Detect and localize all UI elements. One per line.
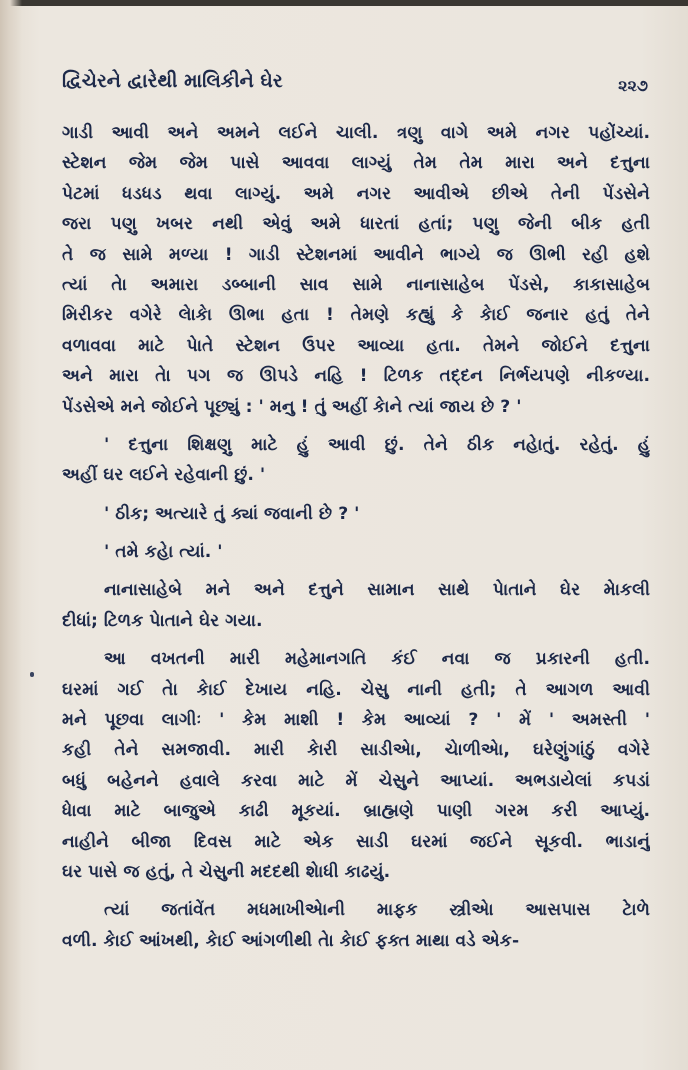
page-top-edge xyxy=(0,0,688,6)
text-line: દીધાં; ટિળક પેાતાને ઘેર ગયા. xyxy=(62,610,263,631)
binding-gutter xyxy=(0,0,22,1070)
text-line: ત્યાં જતાંવેંત મધમાખીએાની માફક સ્ત્રીએા આસપાસ ટેાળે xyxy=(104,900,650,921)
text-line: વળાવવા માટે પેાતે સ્ટેશન ઉપર આવ્યા હતા. તેમને જોઈને દત્તુના xyxy=(62,335,650,356)
text-line: પેટમાં ધડધડ થવા લાગ્યું. અમે નગર આવીએ છીએ તેની પેંડસેને xyxy=(62,183,650,204)
paragraph xyxy=(62,537,650,567)
paragraph xyxy=(62,499,650,529)
text-line: પેંડસેએ મને જોઈને પૂછ્યું : ' મનુ ! તું અહીં કેાને ત્યાં જાય છે ? ' xyxy=(62,396,522,417)
paragraph xyxy=(62,575,650,636)
text-line: નાનાસાહેબે મને અને દત્તુને સામાન સાથે પેાતાને ઘેર મેાકલી xyxy=(104,580,650,601)
paragraph xyxy=(62,118,650,422)
page-number: ૨૨૭ xyxy=(618,76,648,95)
text-line: ઘર પાસે જ હતું, તે ચેસુની મદદથી શેાધી કાઢયું. xyxy=(62,861,391,882)
text-line: ઘરમાં ગઈ તેા કેાઈ દેખાય નહિ. ચેસુ નાની હતી; તે આગળ આવી xyxy=(62,679,650,700)
text-line: બધું બહેનને હવાલે કરવા માટે મેં ચેસુને આપ્યાં. અભડાયેલાં કપડાં xyxy=(62,770,650,791)
text-line: કહી તેને સમજાવી. મારી કેારી સાડીએા, ચેાળીએા, ઘરેણુંગાંઠું વગેરે xyxy=(62,740,650,761)
text-line: ' દત્તુના શિક્ષણુ માટે હું આવી છું. તેને ઠીક નહેાતું. રહેતું. હું xyxy=(104,434,650,455)
text-line: ત્યાં તેા અમારા ડબ્બાની સાવ સામે નાનાસાહેબ પેંડસે, કાકાસાહેબ xyxy=(62,274,650,295)
paragraph xyxy=(62,430,650,491)
text-line: સ્ટેશન જેમ જેમ પાસે આવવા લાગ્યું તેમ તેમ મારા અને દત્તુના xyxy=(62,153,650,174)
text-line: અને મારા તેા પગ જ ઊપડે નહિ ! ટિળક તદ્દન નિર્ભયપણે નીકળ્યા. xyxy=(62,366,650,387)
text-line: ધેાવા માટે બાજુએ કાઢી મૂકયાં. બ્રાહ્મણે પાણી ગરમ કરી આપ્યું. xyxy=(62,801,650,822)
margin-ink-dot xyxy=(30,672,34,677)
text-line: મિરીકર વગેરે લેાકેા ઊભા હતા ! તેમણે કહ્યું કે કેાઈ જનાર હતું તેને xyxy=(62,305,650,326)
text-line: આ વખતની મારી મહેમાનગતિ કંઈ નવા જ પ્રકારની હતી. xyxy=(104,649,650,670)
text-line: જરા પણુ ખબર નથી એવું અમે ધારતાં હતાં; પણુ જેની બીક હતી xyxy=(62,214,650,235)
text-line: તે જ સામે મળ્યા ! ગાડી સ્ટેશનમાં આવીને ભાગ્યે જ ઊભી રહી હશે xyxy=(62,244,650,265)
paragraph xyxy=(62,895,650,956)
running-title: દ્વિચેરને દ્વારેથી માલિકીને ઘેર xyxy=(62,70,283,92)
text-line: અહીં ઘર લઈને રહેવાની છું. ' xyxy=(62,465,266,486)
text-line: નાહીને બીજા દિવસ માટે એક સાડી ઘરમાં જઈને સૂકવી. ભાડાનું xyxy=(62,831,650,852)
page-header xyxy=(62,70,648,104)
text-line: મને પૂછવા લાગીઃ ' કેમ માશી ! કેમ આવ્યાં ? ' મેં ' અમસ્તી ' xyxy=(62,710,650,731)
text-line: ' ઠીક; અત્યારે તું ક્યાં જવાની છે ? ' xyxy=(104,503,360,524)
text-line: ગાડી આવી અને અમને લઈને ચાલી. ત્રણુ વાગે અમે નગર પહોંચ્યાં. xyxy=(62,123,650,143)
text-line: વળી. કેાઈ આંખથી, કેાઈ આંગળીથી તેા કેાઈ ફક્ત માથા વડે એક- xyxy=(62,930,520,951)
body-text xyxy=(62,118,650,964)
paragraph xyxy=(62,644,650,887)
text-line: ' તમે કહેા ત્યાં. ' xyxy=(104,542,223,563)
